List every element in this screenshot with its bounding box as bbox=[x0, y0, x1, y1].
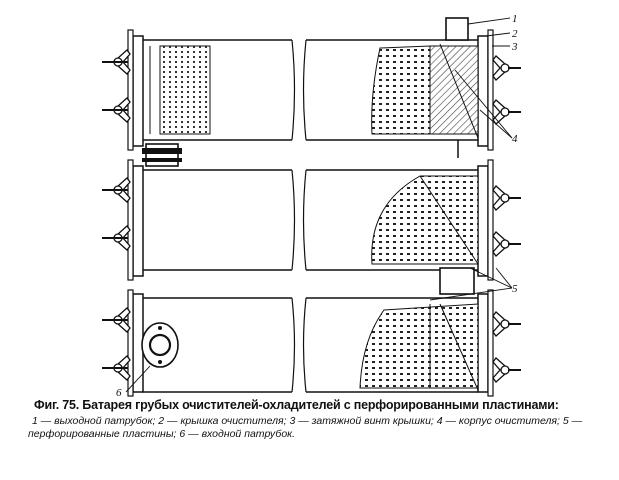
cylinder-3 bbox=[128, 290, 493, 396]
caption-legend: 1 — выходной патрубок; 2 — крышка очистителя; 3 — затяжной винт крышки; 4 — корпус очистителя; 5 — перфорированные пластины; 6 — входной патрубок. bbox=[28, 415, 583, 440]
callout-3: 3 bbox=[512, 41, 518, 53]
callout-1: 1 bbox=[512, 13, 518, 25]
coupling-left bbox=[142, 144, 182, 166]
callout-4: 4 bbox=[512, 133, 518, 145]
callout-5: 5 bbox=[512, 283, 518, 295]
callout-6: 6 bbox=[116, 387, 122, 399]
cylinder-2 bbox=[128, 160, 493, 294]
caption-title: Фиг. 75. Батарея грубых очистителей-охладителей с перфорированными пластинами: bbox=[34, 398, 559, 412]
cylinder-1 bbox=[128, 18, 493, 158]
figure-caption bbox=[28, 398, 608, 441]
callout-2: 2 bbox=[512, 28, 518, 40]
